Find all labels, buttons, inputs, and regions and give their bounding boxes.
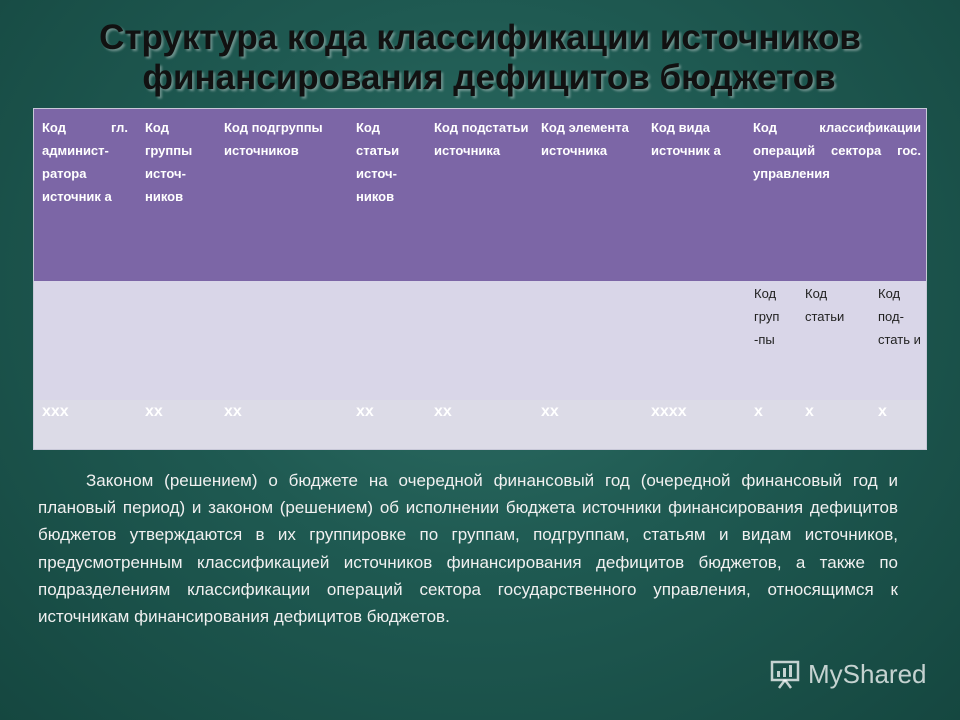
- header-article-code: Код статьи источ-ников: [356, 120, 400, 204]
- header-kind-code: Код вида источник а: [651, 120, 721, 158]
- header-operations-code: Код классификации операций сектора гос. управления: [753, 120, 921, 181]
- title-line-2: финансирования дефицитов бюджетов: [142, 58, 836, 97]
- subheader-article-code: Код статьи: [805, 286, 845, 324]
- header-admin-code: Код гл. админист-ратора источник а: [42, 120, 128, 204]
- description-paragraph: Законом (решением) о бюджете на очередной финансовый год (очередной финансовый год и плановый период) и законом (решением) об исполнении бюджета источники финансирования дефицитов бюджетов утверждаются в их группировке по группам, подгруппам, статьям и видам источников, предусмотренным классификацией источников финансирования дефицитов бюджетов, а также по подразделениям классификации операций сектора государственного управления, относящимся к источникам финансирования дефицитов бюджетов.: [38, 471, 898, 627]
- value-subarticle: хх: [434, 403, 452, 420]
- table-subheader-row: [34, 281, 926, 400]
- watermark-text: MyShared: [808, 658, 927, 689]
- slide-title: [0, 18, 960, 98]
- value-element: хх: [541, 403, 559, 420]
- header-subgroup-code: Код подгруппы источников: [224, 120, 323, 158]
- value-group: хх: [145, 403, 163, 420]
- header-element-code: Код элемента источника: [541, 120, 629, 158]
- header-subarticle-code: Код подстатьи источника: [434, 120, 529, 158]
- myshared-watermark: [768, 657, 927, 691]
- table-values-row: [34, 400, 926, 449]
- value-op-article: х: [805, 403, 814, 420]
- value-article: хх: [356, 403, 374, 420]
- presentation-board-icon: [768, 657, 802, 691]
- value-subgroup: хх: [224, 403, 242, 420]
- subheader-group-code: Код груп -пы: [754, 286, 780, 347]
- value-op-group: х: [754, 403, 763, 420]
- value-admin: ххх: [42, 403, 69, 420]
- code-structure-table: [33, 108, 927, 450]
- value-op-subarticle: х: [878, 403, 887, 420]
- subheader-subarticle-code: Код под-стать и: [878, 286, 921, 347]
- title-line-1: Структура кода классификации источников: [99, 18, 861, 57]
- value-kind: хххх: [651, 403, 687, 420]
- header-group-code: Код группы источ-ников: [145, 120, 193, 204]
